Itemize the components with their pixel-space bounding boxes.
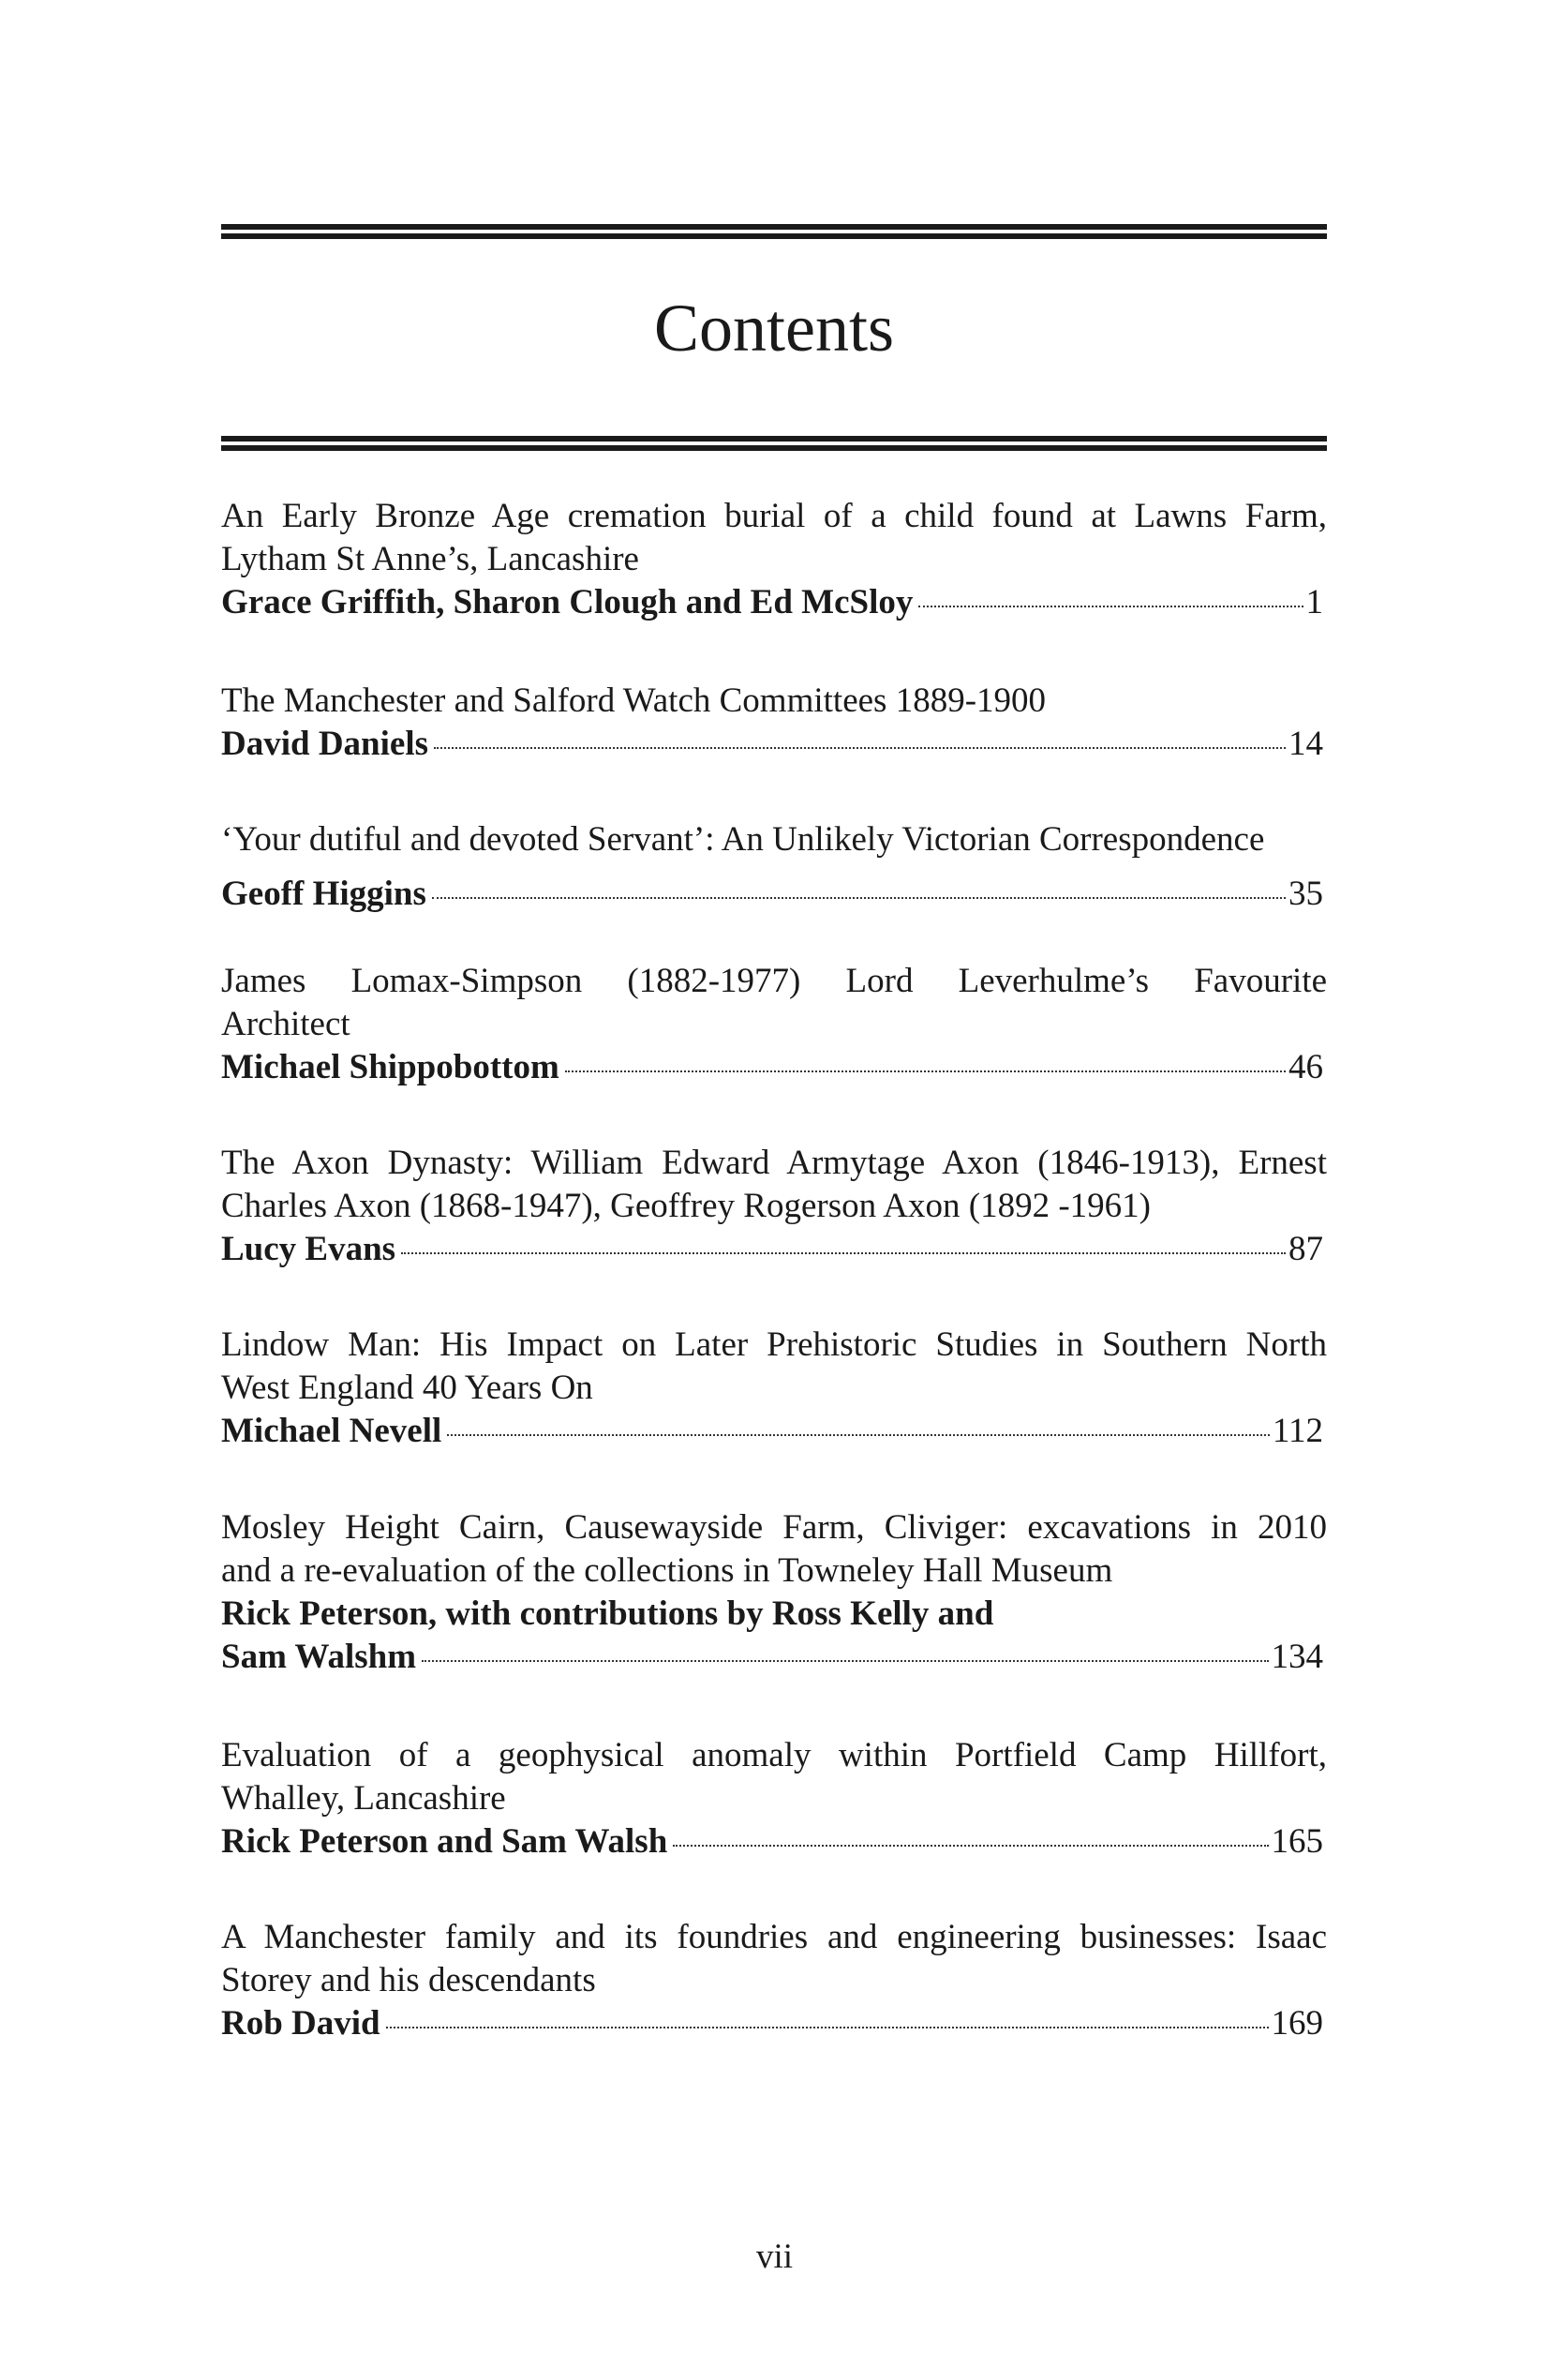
entry-author-row <box>221 2002 1327 2045</box>
entry-author: Michael Nevell <box>221 1412 442 1450</box>
entry-author-row <box>221 1228 1327 1271</box>
entry-title-line: Whalley, Lancashire <box>221 1779 506 1818</box>
dot-leader <box>422 1660 1268 1662</box>
entry-title-line: The Axon Dynasty: William Edward Armytage Axon (1846-1913), Ernest <box>221 1144 1327 1182</box>
entry-page-number: 165 <box>1271 1822 1323 1861</box>
entry-page-number: 112 <box>1272 1412 1323 1450</box>
entry-title-line: The Manchester and Salford Watch Committees 1889-1900 <box>221 681 1047 720</box>
entry-title-line: Charles Axon (1868-1947), Geoffrey Rogerson Axon (1892 -1961) <box>221 1187 1151 1225</box>
toc-entry[interactable] <box>221 818 1327 916</box>
page-folio: vii <box>755 2238 794 2276</box>
entry-author-row <box>221 1046 1327 1089</box>
toc-entry[interactable] <box>221 1734 1327 1864</box>
entry-title-line: Architect <box>221 1005 350 1043</box>
entry-author-row <box>221 1636 1327 1679</box>
toc-entry[interactable] <box>221 680 1327 766</box>
dot-leader <box>386 2027 1269 2028</box>
toc-entry[interactable] <box>221 960 1327 1089</box>
entry-author: Michael Shippobottom <box>221 1048 559 1086</box>
entry-author: David Daniels <box>221 725 429 763</box>
entry-author: Geoff Higgins <box>221 875 426 913</box>
dot-leader <box>565 1070 1286 1072</box>
toc-entry[interactable] <box>221 1324 1327 1453</box>
entry-title-line: Mosley Height Cairn, Causewayside Farm, Cliviger: excavations in 2010 <box>221 1508 1327 1547</box>
entry-author: Rob David <box>221 2004 380 2043</box>
bottom-double-rule <box>221 436 1327 451</box>
entry-title-line: Evaluation of a geophysical anomaly within Portfield Camp Hillfort, <box>221 1736 1327 1774</box>
toc-entry[interactable] <box>221 1142 1327 1271</box>
entry-page-number: 134 <box>1271 1638 1323 1676</box>
entry-page-number: 169 <box>1271 2004 1323 2043</box>
dot-leader <box>434 747 1286 749</box>
entry-author: Rick Peterson and Sam Walsh <box>221 1822 668 1861</box>
entry-author: Sam Walshm <box>221 1638 417 1676</box>
toc-entry[interactable] <box>221 495 1327 624</box>
entry-title-line: Lytham St Anne’s, Lancashire <box>221 540 639 578</box>
entry-author: Grace Griffith, Sharon Clough and Ed McSloy <box>221 583 914 621</box>
dot-leader <box>673 1845 1268 1847</box>
entry-title-line: Lindow Man: His Impact on Later Prehistoric Studies in Southern North <box>221 1325 1327 1364</box>
entry-title-line: A Manchester family and its foundries and engineering businesses: Isaac <box>221 1918 1327 1956</box>
entry-title-line: James Lomax-Simpson (1882-1977) Lord Leverhulme’s Favourite <box>221 962 1327 1000</box>
entry-author-row <box>221 723 1327 766</box>
dot-leader <box>447 1434 1270 1436</box>
entry-page-number: 87 <box>1288 1230 1323 1268</box>
dot-leader <box>432 897 1286 899</box>
entry-author-row <box>221 1820 1327 1864</box>
entry-page-number: 35 <box>1288 875 1323 913</box>
entry-author-row <box>221 581 1327 624</box>
entry-page-number: 14 <box>1288 725 1323 763</box>
entry-page-number: 1 <box>1305 583 1323 621</box>
entry-author: Lucy Evans <box>221 1230 396 1268</box>
entry-title-line: West England 40 Years On <box>221 1369 593 1407</box>
entry-author-row <box>221 1410 1327 1453</box>
entry-author: Rick Peterson, with contributions by Ross Kelly and <box>221 1594 994 1633</box>
entry-title-line: and a re-evaluation of the collections in Towneley Hall Museum <box>221 1551 1113 1590</box>
entry-title-line: Storey and his descendants <box>221 1961 596 1999</box>
toc-entry[interactable] <box>221 1506 1327 1679</box>
page-title: Contents <box>653 291 894 366</box>
entry-title-line: An Early Bronze Age cremation burial of a child found at Lawns Farm, <box>221 497 1327 535</box>
entry-author-row <box>221 873 1327 916</box>
dot-leader <box>401 1252 1286 1254</box>
entry-title-line: ‘Your dutiful and devoted Servant’: An Unlikely Victorian Correspondence <box>221 820 1265 859</box>
toc-entry[interactable] <box>221 1916 1327 2045</box>
entry-page-number: 46 <box>1288 1048 1323 1086</box>
top-double-rule <box>221 224 1327 239</box>
dot-leader <box>918 606 1303 607</box>
